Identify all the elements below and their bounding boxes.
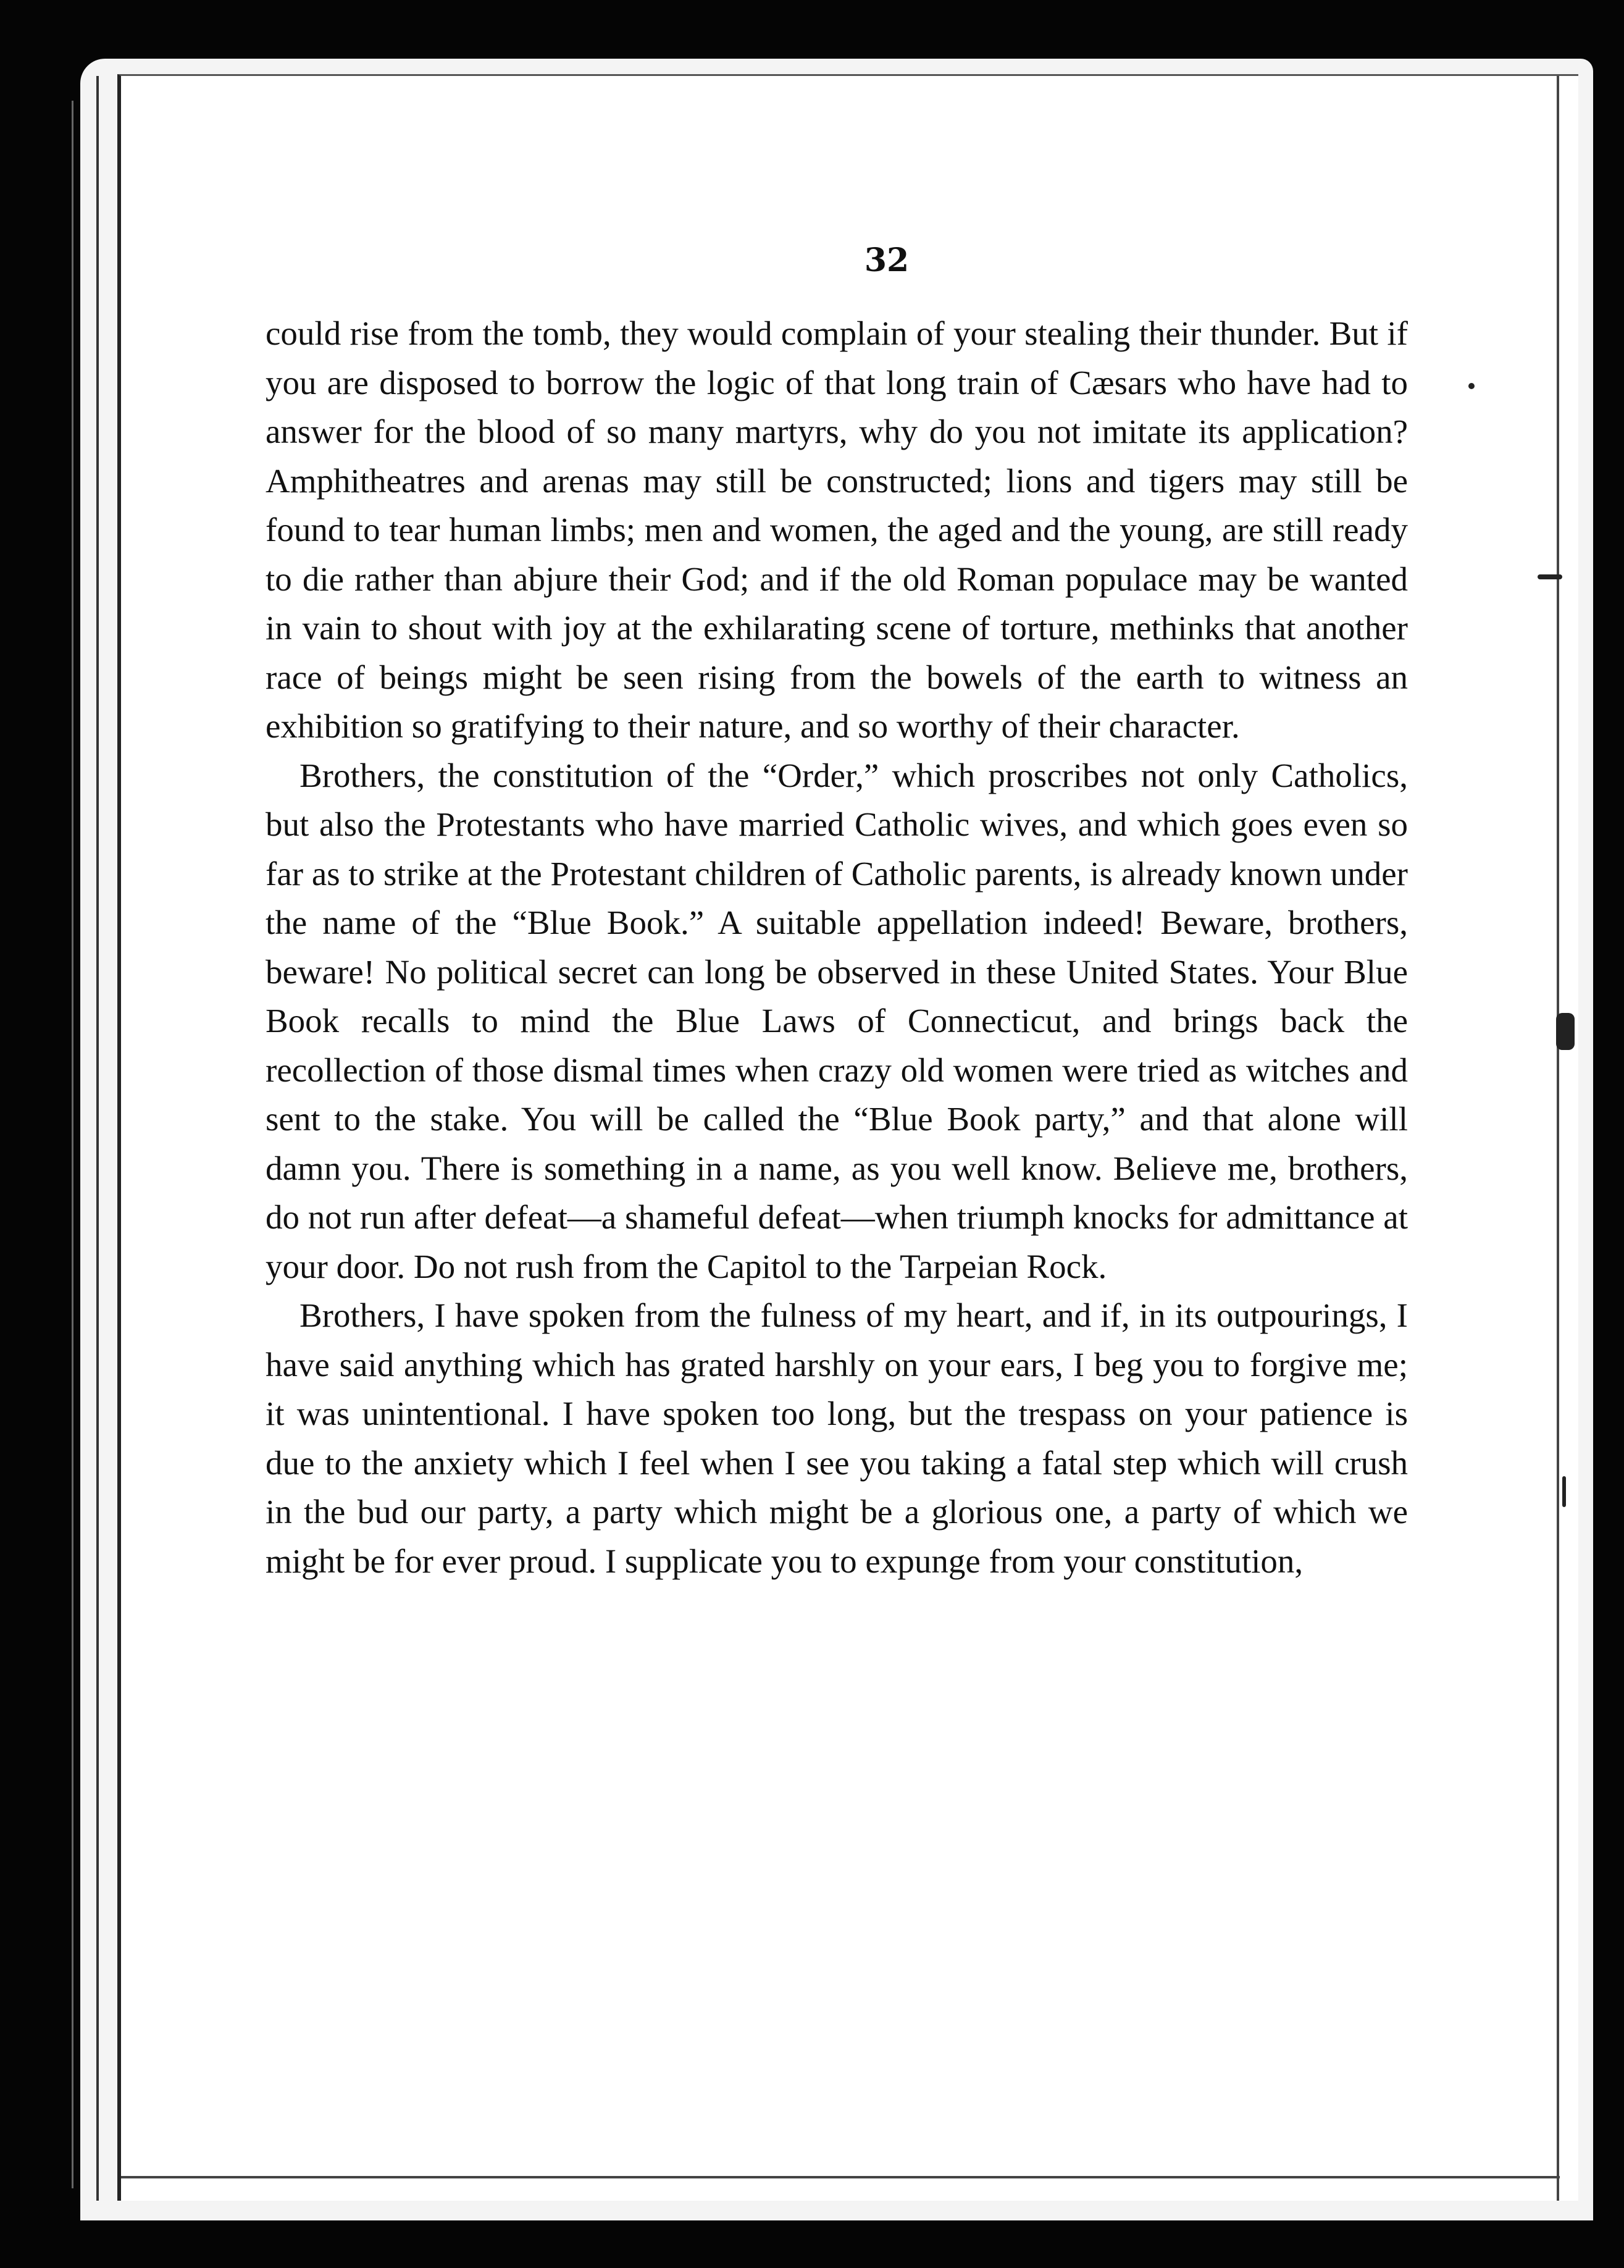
scan-speck: [1556, 1013, 1575, 1050]
scan-speck: [1538, 574, 1562, 579]
body-text: [266, 309, 1408, 1586]
paragraph-1: could rise from the tomb, they would complain of your stealing their thunder. But if you are disposed to borrow the logic of that long train of Cæsars who have had to answer for the blood of so many martyrs, why do you not imitate its application? Amphitheatres and arenas may still be constructed; lions and tigers may still be found to tear human limbs; men and women, the aged and the young, are still ready to die rather than abjure their God; and if the old Roman populace may be wanted in vain to shout with joy at the exhilarating scene of torture, methinks that another race of beings might be seen rising from the bowels of the earth to witness an exhibition so gratifying to their nature, and so worthy of their character.: [266, 314, 1408, 745]
binding-line-left: [96, 76, 99, 2201]
scan-speck: [1468, 383, 1475, 389]
paragraph-3: Brothers, I have spoken from the fulness of my heart, and if, in its outpourings, I have said anything which has grated harshly on your ears, I beg you to forgive me; it was unintentional. I have spoken too long, but the trespass on your patience is due to the anxiety which I feel when I see you taking a fatal step which will crush in the bud our party, a party which might be a glorious one, a party of which we might be for ever proud. I supplicate you to expunge from your constitution,: [266, 1296, 1408, 1580]
paragraph-2: Brothers, the constitution of the “Order,” which proscribes not only Catholics, but also the Protestants who have married Catholic wives, and which goes even so far as to strike at the Protestant children of Catholic parents, is already known under the name of the “Blue Book.” A suitable appellation indeed! Beware, brothers, beware! No political secret can long be observed in these United States. Your Blue Book recalls to mind the Blue Laws of Connecticut, and brings back the recollection of those dismal times when crazy old women were tried as witches and sent to the stake. You will be called the “Blue Book party,” and that alone will damn you. There is something in a name, as you well know. Believe me, brothers, do not run after defeat—a shameful defeat—when triumph knocks for admittance at your door. Do not rush from the Capitol to the Tarpeian Rock.: [266, 756, 1408, 1285]
page-edge-right: [1557, 76, 1559, 2201]
binding-line-outer: [72, 101, 73, 2188]
scan-speck: [1562, 1476, 1566, 1507]
page-edge-bottom: [121, 2176, 1560, 2178]
page-number: 32: [864, 242, 910, 279]
